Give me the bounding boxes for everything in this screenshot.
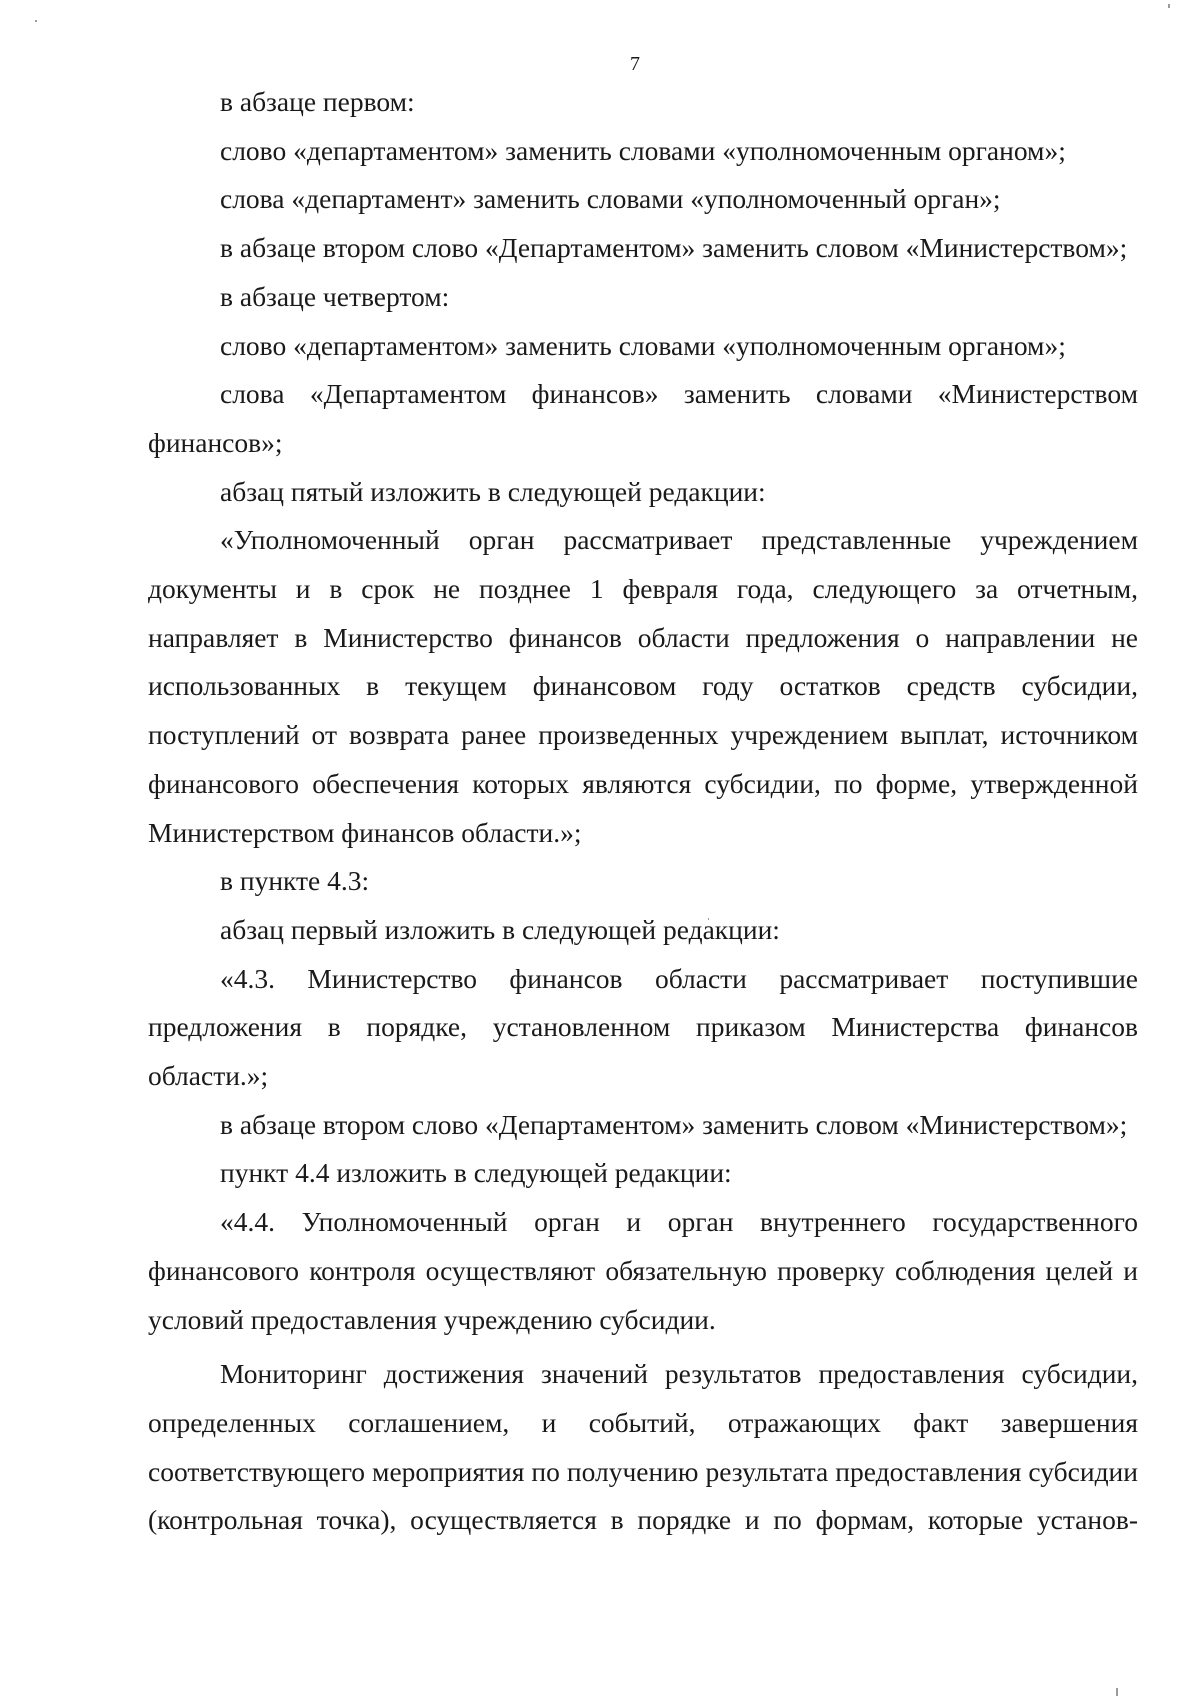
document-body (148, 78, 1138, 1545)
scan-speck (35, 20, 37, 22)
paragraph: Мониторинг достижения значений результатов предоставления субсидии, определенных соглашением, и событий, отражающих факт завершения соответствующего мероприятия по получению результата предоставления субсидии (контрольная точка), осуществляется в порядке и по формам, которые установ- (148, 1358, 1138, 1536)
paragraph: абзац пятый изложить в следующей редакции: (220, 475, 766, 507)
page-number: 7 (630, 53, 640, 75)
paragraph: слово «департаментом» заменить словами «уполномоченным органом»; (220, 329, 1066, 361)
scan-speck (1168, 4, 1170, 8)
paragraph: в абзаце первом: (220, 86, 415, 117)
paragraph: в абзаце втором слово «Департаментом» заменить словом «Министерством»; (220, 1108, 1128, 1140)
paragraph: в пункте 4.3: (220, 865, 370, 897)
paragraph: слово «департаментом» заменить словами «уполномоченным органом»; (220, 134, 1066, 166)
paragraph: в абзаце втором слово «Департаментом» заменить словом «Министерством»; (220, 232, 1128, 264)
scan-speck (1116, 1688, 1118, 1696)
paragraph: абзац первый изложить в следующей редакции: (220, 913, 780, 945)
paragraph: в абзаце четвертом: (220, 280, 450, 312)
paragraph: «4.3. Министерство финансов области рассматривает поступившие предложения в порядке, установленном приказом Министерства финансов области.»; (148, 962, 1138, 1092)
paragraph: пункт 4.4 изложить в следующей редакции: (220, 1157, 732, 1189)
paragraph: «4.4. Уполномоченный орган и орган внутреннего государственного финансового контроля осуществляют обязательную проверку соблюдения целей и условий предоставления учреждению субсидии. (148, 1206, 1138, 1335)
paragraph: «Уполномоченный орган рассматривает представленные учреждением документы и в срок не позднее 1 февраля года, следующего за отчетным, направляет в Министерство финансов области предложения о направлении не использованных в текущем финансовом году остатков средств субсидии, поступлений от возврата ранее произведенных учреждением выплат, источником финансового обеспечения которых являются субсидии, по форме, утвержденной Министерством финансов области.»; (148, 524, 1138, 848)
paragraph: слова «Департаментом финансов» заменить словами «Министерством финансов»; (148, 378, 1138, 458)
paragraph: слова «департамент» заменить словами «уполномоченный орган»; (220, 183, 1001, 215)
